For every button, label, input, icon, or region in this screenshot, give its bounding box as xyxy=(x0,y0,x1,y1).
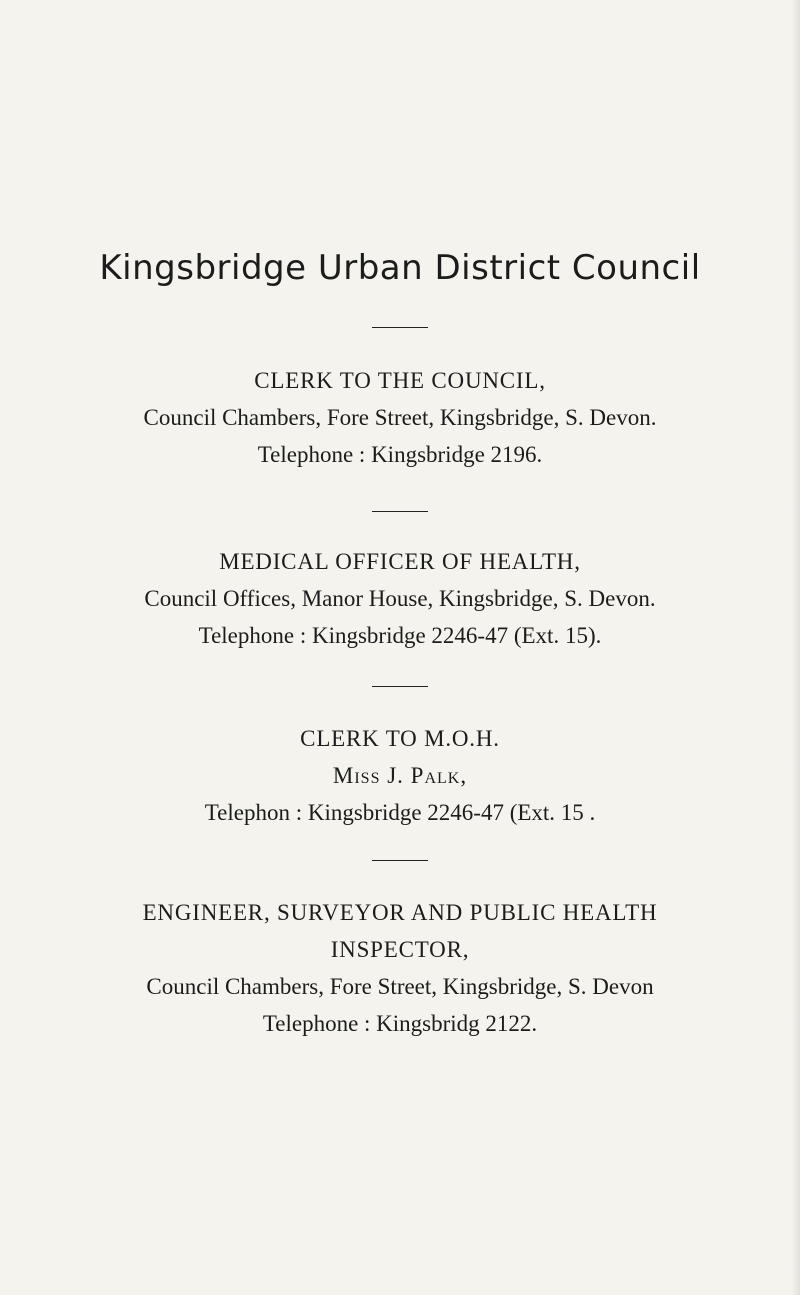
divider-rule xyxy=(372,686,428,687)
section-telephone: Telephone : Kingsbridge 2246-47 (Ext. 15). xyxy=(198,623,602,648)
section-address: Council Chambers, Fore Street, Kingsbridge, S. Devon xyxy=(146,974,654,999)
section-heading: CLERK TO M.O.H. xyxy=(300,726,500,751)
divider-rule xyxy=(372,511,428,512)
clerk-name: Miss J. Palk, xyxy=(332,763,468,788)
section-telephone: Telephon : Kingsbridge 2246-47 (Ext. 15 . xyxy=(204,800,596,825)
section-engineer-surveyor xyxy=(0,894,800,1042)
section-heading: MEDICAL OFFICER OF HEALTH, xyxy=(219,549,581,574)
section-medical-officer xyxy=(0,543,800,654)
section-heading: CLERK TO THE COUNCIL, xyxy=(254,368,546,393)
council-title: Kingsbridge Urban District Council xyxy=(99,248,701,288)
section-telephone: Telephone : Kingsbridg 2122. xyxy=(262,1011,538,1036)
section-heading: ENGINEER, SURVEYOR AND PUBLIC HEALTH xyxy=(142,900,658,925)
section-heading-continued: INSPECTOR, xyxy=(330,937,470,962)
section-address: Council Chambers, Fore Street, Kingsbridge, S. Devon. xyxy=(143,405,657,430)
section-clerk-to-moh xyxy=(0,720,800,831)
section-clerk-to-council xyxy=(0,362,800,473)
section-address: Council Offices, Manor House, Kingsbridge, S. Devon. xyxy=(144,586,656,611)
divider-rule xyxy=(372,860,428,861)
section-telephone: Telephone : Kingsbridge 2196. xyxy=(257,442,543,467)
divider-rule xyxy=(372,327,428,328)
